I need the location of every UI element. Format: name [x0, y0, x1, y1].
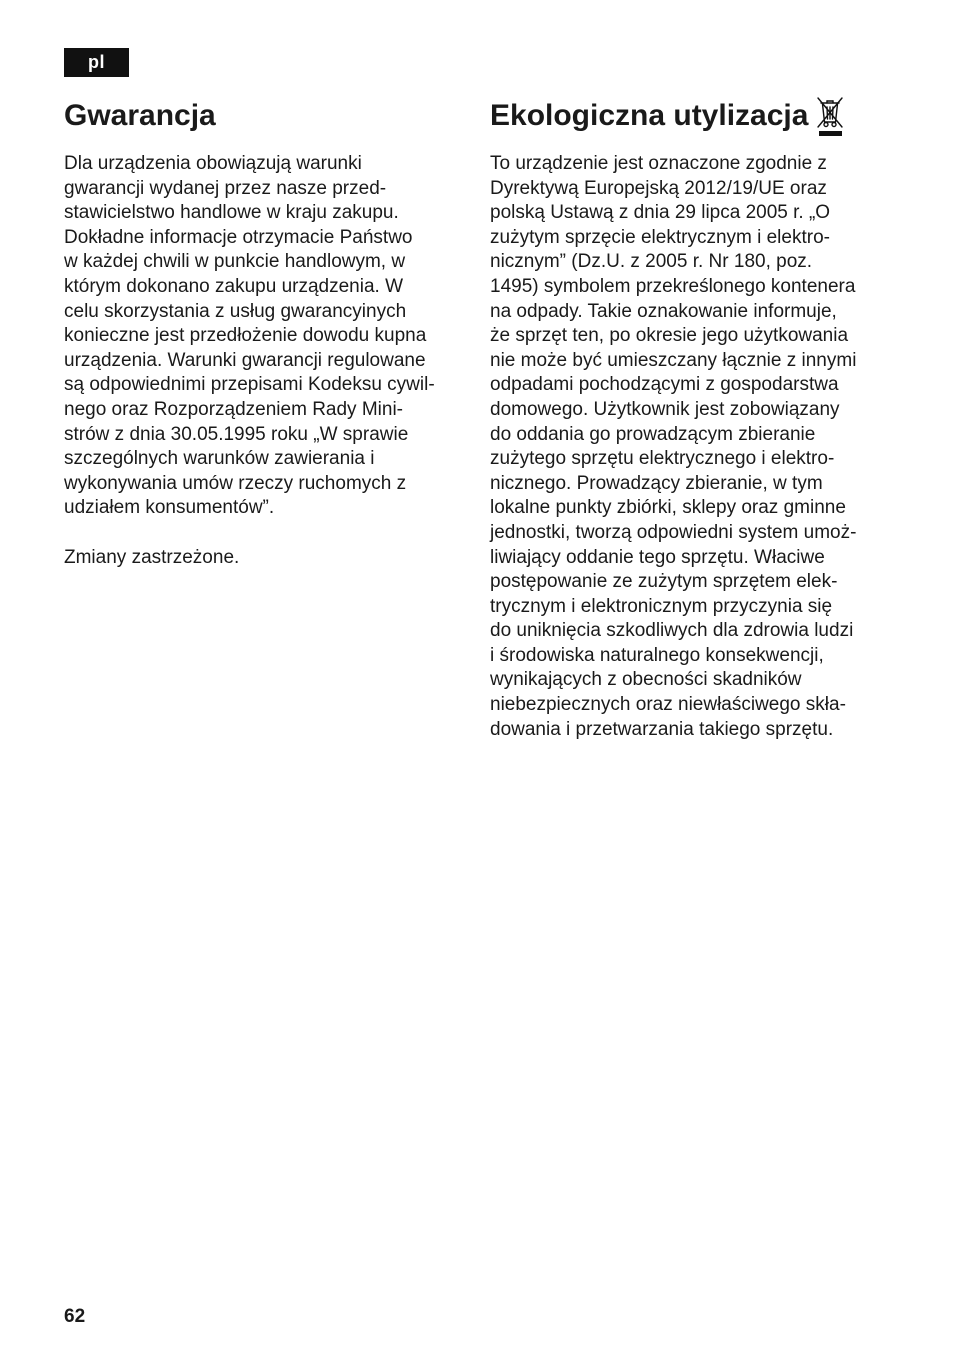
text-line: Dla urządzenia obowiązują warunki	[64, 153, 362, 174]
text-line: polską Ustawą z dnia 29 lipca 2005 r. „O	[490, 202, 831, 224]
text-line: w każdej chwili w punkcie handlowym, w	[64, 251, 406, 273]
warranty-heading	[64, 94, 474, 138]
warranty-section	[64, 94, 474, 570]
text-line: To urządzenie jest oznaczone zgodnie z	[490, 153, 827, 174]
text-line: że sprzęt ten, po okresie jego użytkowania	[490, 325, 849, 347]
text-line: są odpowiednimi przepisami Kodeksu cywil-	[64, 374, 435, 396]
text-line: zużytego sprzętu elektrycznego i elektro-	[490, 448, 835, 470]
warranty-paragraph	[64, 152, 474, 521]
text-line: 1495) symbolem przekreślonego kontenera	[490, 275, 856, 297]
text-line: nicznego. Prowadzący zbieranie, w tym	[490, 472, 823, 494]
text-line: urządzenia. Warunki gwarancji regulowane	[64, 349, 426, 371]
text-line: nego oraz Rozporządzeniem Rady Mini-	[64, 398, 403, 420]
text-line: konieczne jest przedłożenie dowodu kupna	[64, 325, 427, 347]
text-line: strów z dnia 30.05.1995 roku „W sprawie	[64, 423, 409, 445]
text-line: do uniknięcia szkodliwych dla zdrowia ludzi	[490, 620, 854, 642]
text-line: Dyrektywą Europejską 2012/19/UE oraz	[490, 177, 827, 199]
text-line: którym dokonano zakupu urządzenia. W	[64, 275, 404, 297]
text-line: stawicielstwo handlowe w kraju zakupu.	[64, 202, 399, 224]
text-line: gwarancji wydanej przez nasze przed-	[64, 177, 387, 199]
text-line: szczególnych warunków zawierania i	[64, 448, 375, 470]
text-line: celu skorzystania z usług gwarancyinych	[64, 300, 407, 322]
text-line: zużytym sprzęcie elektrycznym i elektro-	[490, 226, 830, 248]
text-line: domowego. Użytkownik jest zobowiązany	[490, 398, 840, 420]
text-line: Dokładne informacje otrzymacie Państwo	[64, 226, 413, 248]
text-line: jednostki, tworzą odpowiedni system umoż-	[490, 521, 857, 543]
text-line: wykonywania umów rzeczy ruchomych z	[64, 472, 407, 494]
crossed-out-wheelie-bin-icon	[812, 94, 848, 138]
text-line: liwiający oddanie tego sprzętu. Właciwe	[490, 546, 825, 568]
disposal-paragraph	[490, 152, 890, 742]
text-line: dowania i przetwarzania takiego sprzętu.	[490, 718, 834, 740]
text-line: nie może być umieszczany łącznie z innymi	[490, 349, 857, 371]
warranty-note	[64, 546, 474, 571]
text-line: wynikających z obecności skadników	[490, 669, 802, 691]
text-line: nicznym” (Dz.U. z 2005 r. Nr 180, poz.	[490, 251, 813, 273]
text-line: postępowanie ze zużytym sprzętem elek-	[490, 571, 838, 593]
text-line: odpadami pochodzącymi z gospodarstwa	[490, 374, 839, 396]
text-line: lokalne punkty zbiórki, sklepy oraz gminne	[490, 497, 846, 519]
text-line: do oddania go prowadzącym zbieranie	[490, 423, 816, 445]
text-line: Zmiany zastrzeżone.	[64, 546, 240, 568]
disposal-section	[490, 94, 890, 742]
language-tab: pl	[64, 48, 129, 77]
warranty-heading-text: Gwarancja	[64, 99, 216, 132]
page-number: 62	[64, 1306, 86, 1327]
text-line: udziałem konsumentów”.	[64, 497, 275, 519]
text-line: i środowiska naturalnego konsekwencji,	[490, 644, 824, 666]
disposal-heading	[490, 94, 890, 138]
text-line: trycznym i elektronicznym przyczynia się	[490, 595, 833, 617]
disposal-heading-text: Ekologiczna utylizacja	[490, 99, 809, 132]
text-line: na odpady. Takie oznakowanie informuje,	[490, 300, 837, 322]
text-line: niebezpiecznych oraz niewłaściwego skła-	[490, 694, 846, 716]
